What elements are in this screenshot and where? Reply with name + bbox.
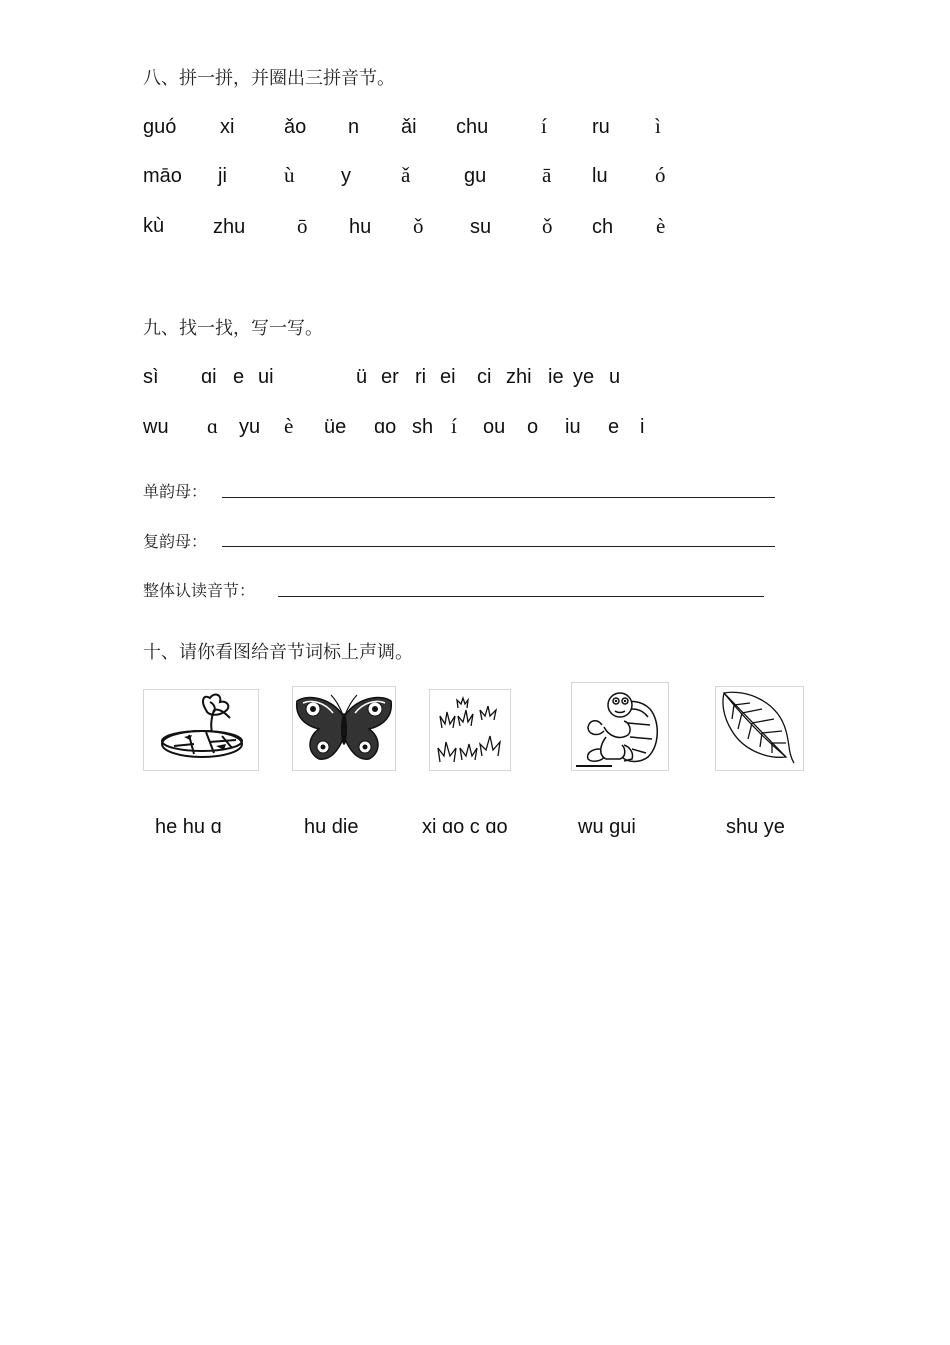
syllable: yu: [239, 416, 261, 438]
syllable: ü: [356, 366, 368, 388]
syllable: í: [541, 114, 547, 138]
syllable: ǒ: [542, 214, 553, 238]
syllable: ǎo: [284, 116, 307, 138]
syllable: lu: [592, 165, 608, 187]
syllable: ji: [218, 165, 227, 187]
syllable: sì: [143, 366, 159, 388]
syllable: zhi: [506, 366, 532, 388]
syllable: māo: [143, 165, 182, 187]
syllable: ā: [542, 163, 552, 187]
turtle-icon: [571, 682, 669, 771]
lotus-icon: [143, 689, 259, 771]
syllable: n: [348, 116, 360, 138]
blank-label: 单韵母：: [143, 482, 208, 501]
syllable: è: [656, 214, 666, 238]
answer-line[interactable]: [222, 546, 775, 547]
syllable: e: [608, 416, 620, 438]
grass-icon: [429, 689, 511, 771]
syllable: ǒ: [413, 214, 424, 238]
syllable: i: [640, 416, 645, 438]
syllable: ru: [592, 116, 610, 138]
syllable: ù: [284, 163, 295, 187]
syllable: gu: [464, 165, 487, 187]
answer-line[interactable]: [278, 596, 764, 597]
blank-label: 整体认读音节：: [143, 581, 256, 600]
syllable: zhu: [213, 216, 246, 238]
syllable: sh: [412, 416, 434, 438]
syllable: ì: [655, 114, 661, 138]
syllable: iu: [565, 416, 581, 438]
syllable: hu: [349, 216, 372, 238]
picture-pinyin: hu die: [304, 816, 359, 838]
butterfly-icon: [292, 686, 396, 771]
section-10-title: 十、请你看图给音节词标上声调。: [143, 642, 413, 663]
picture-pinyin: he hu ɑ: [155, 816, 222, 838]
blank-label: 复韵母：: [143, 532, 208, 551]
syllable: su: [470, 216, 492, 238]
syllable: ɑo: [374, 416, 397, 438]
syllable: ci: [477, 366, 492, 388]
syllable: wu: [143, 416, 169, 438]
picture-pinyin: wu gui: [578, 816, 636, 838]
syllable: ie: [548, 366, 564, 388]
answer-line[interactable]: [222, 497, 775, 498]
syllable: e: [233, 366, 245, 388]
syllable: chu: [456, 116, 489, 138]
syllable: üe: [324, 416, 347, 438]
syllable: ǎ: [401, 163, 411, 187]
syllable: guó: [143, 116, 177, 138]
syllable: ǎi: [401, 116, 417, 138]
syllable: o: [527, 416, 539, 438]
picture-pinyin: xi ɑo c ɑo: [422, 816, 508, 838]
syllable: er: [381, 366, 399, 388]
syllable: u: [609, 366, 621, 388]
syllable: xi: [220, 116, 235, 138]
syllable: ou: [483, 416, 506, 438]
syllable: è: [284, 414, 294, 438]
syllable: ri: [415, 366, 427, 388]
syllable: kù: [143, 215, 165, 237]
section-8-title: 八、拼一拼，并圈出三拼音节。: [143, 68, 395, 89]
picture-pinyin: shu ye: [726, 816, 785, 838]
section-9-title: 九、找一找，写一写。: [143, 318, 323, 339]
syllable: ui: [258, 366, 274, 388]
syllable: ch: [592, 216, 614, 238]
syllable: í: [451, 414, 457, 438]
syllable: ɑi: [201, 366, 217, 388]
syllable: ɑ: [207, 414, 218, 438]
syllable: ye: [573, 366, 595, 388]
syllable: ō: [297, 214, 308, 238]
syllable: ei: [440, 366, 456, 388]
syllable: ó: [655, 163, 666, 187]
leaf-icon: [715, 686, 804, 771]
syllable: y: [341, 165, 351, 187]
